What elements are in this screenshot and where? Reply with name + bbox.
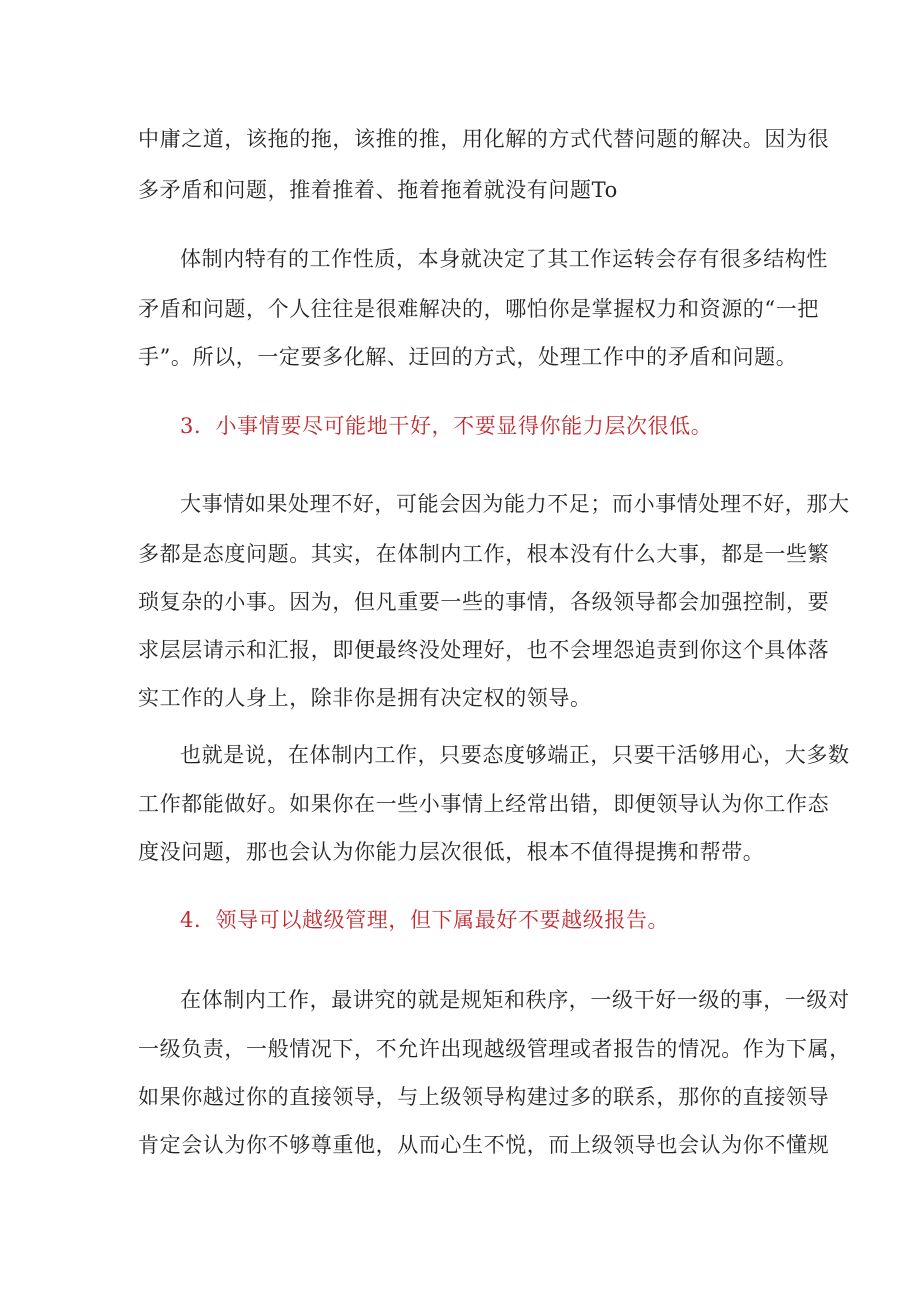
paragraph-line: 求层层请示和汇报，即便最终没处理好，也不会埋怨追责到你这个具体落 bbox=[138, 638, 830, 662]
paragraph-line: 在体制内工作，最讲究的就是规矩和秩序，一级干好一级的事，一级对 bbox=[180, 988, 850, 1012]
paragraph-line: 实工作的人身上，除非你是拥有决定权的领导。 bbox=[138, 686, 592, 710]
paragraph-line: 大事情如果处理不好，可能会因为能力不足；而小事情处理不好，那大 bbox=[180, 492, 850, 516]
paragraph-line: 多都是态度问题。其实，在体制内工作，根本没有什么大事，都是一些繁 bbox=[138, 542, 830, 566]
paragraph-line: 工作都能做好。如果你在一些小事情上经常出错，即便领导认为你工作态 bbox=[138, 792, 830, 816]
paragraph-line: 中庸之道，该拖的拖，该推的推，用化解的方式代替问题的解决。因为很 bbox=[138, 127, 830, 151]
paragraph-line: 一级负责，一般情况下，不允许出现越级管理或者报告的情况。作为下属， bbox=[138, 1037, 851, 1061]
paragraph-line: 也就是说，在体制内工作，只要态度够端正，只要干活够用心，大多数 bbox=[180, 743, 850, 767]
paragraph-line: 琐复杂的小事。因为，但凡重要一些的事情，各级领导都会加强控制，要 bbox=[138, 590, 830, 614]
section-heading: 3．小事情要尽可能地干好，不要显得你能力层次很低。 bbox=[180, 414, 713, 438]
paragraph-line: 体制内特有的工作性质，本身就决定了其工作运转会存有很多结构性 bbox=[180, 247, 828, 271]
paragraph-line: 如果你越过你的直接领导，与上级领导构建过多的联系，那你的直接领导 bbox=[138, 1085, 830, 1109]
paragraph-line: 手”。所以，一定要多化解、迂回的方式，处理工作中的矛盾和问题。 bbox=[138, 345, 798, 369]
paragraph-line: 多矛盾和问题，推着推着、拖着拖着就没有问题To bbox=[138, 178, 618, 202]
paragraph-line: 矛盾和问题，个人往往是很难解决的，哪怕你是掌握权力和资源的“一把 bbox=[138, 297, 819, 321]
paragraph-line: 度没问题，那也会认为你能力层次很低，根本不值得提携和帮带。 bbox=[138, 840, 765, 864]
paragraph-line: 肯定会认为你不够尊重他，从而心生不悦，而上级领导也会认为你不懂规 bbox=[138, 1133, 830, 1157]
section-heading: 4．领导可以越级管理，但下属最好不要越级报告。 bbox=[180, 908, 670, 932]
